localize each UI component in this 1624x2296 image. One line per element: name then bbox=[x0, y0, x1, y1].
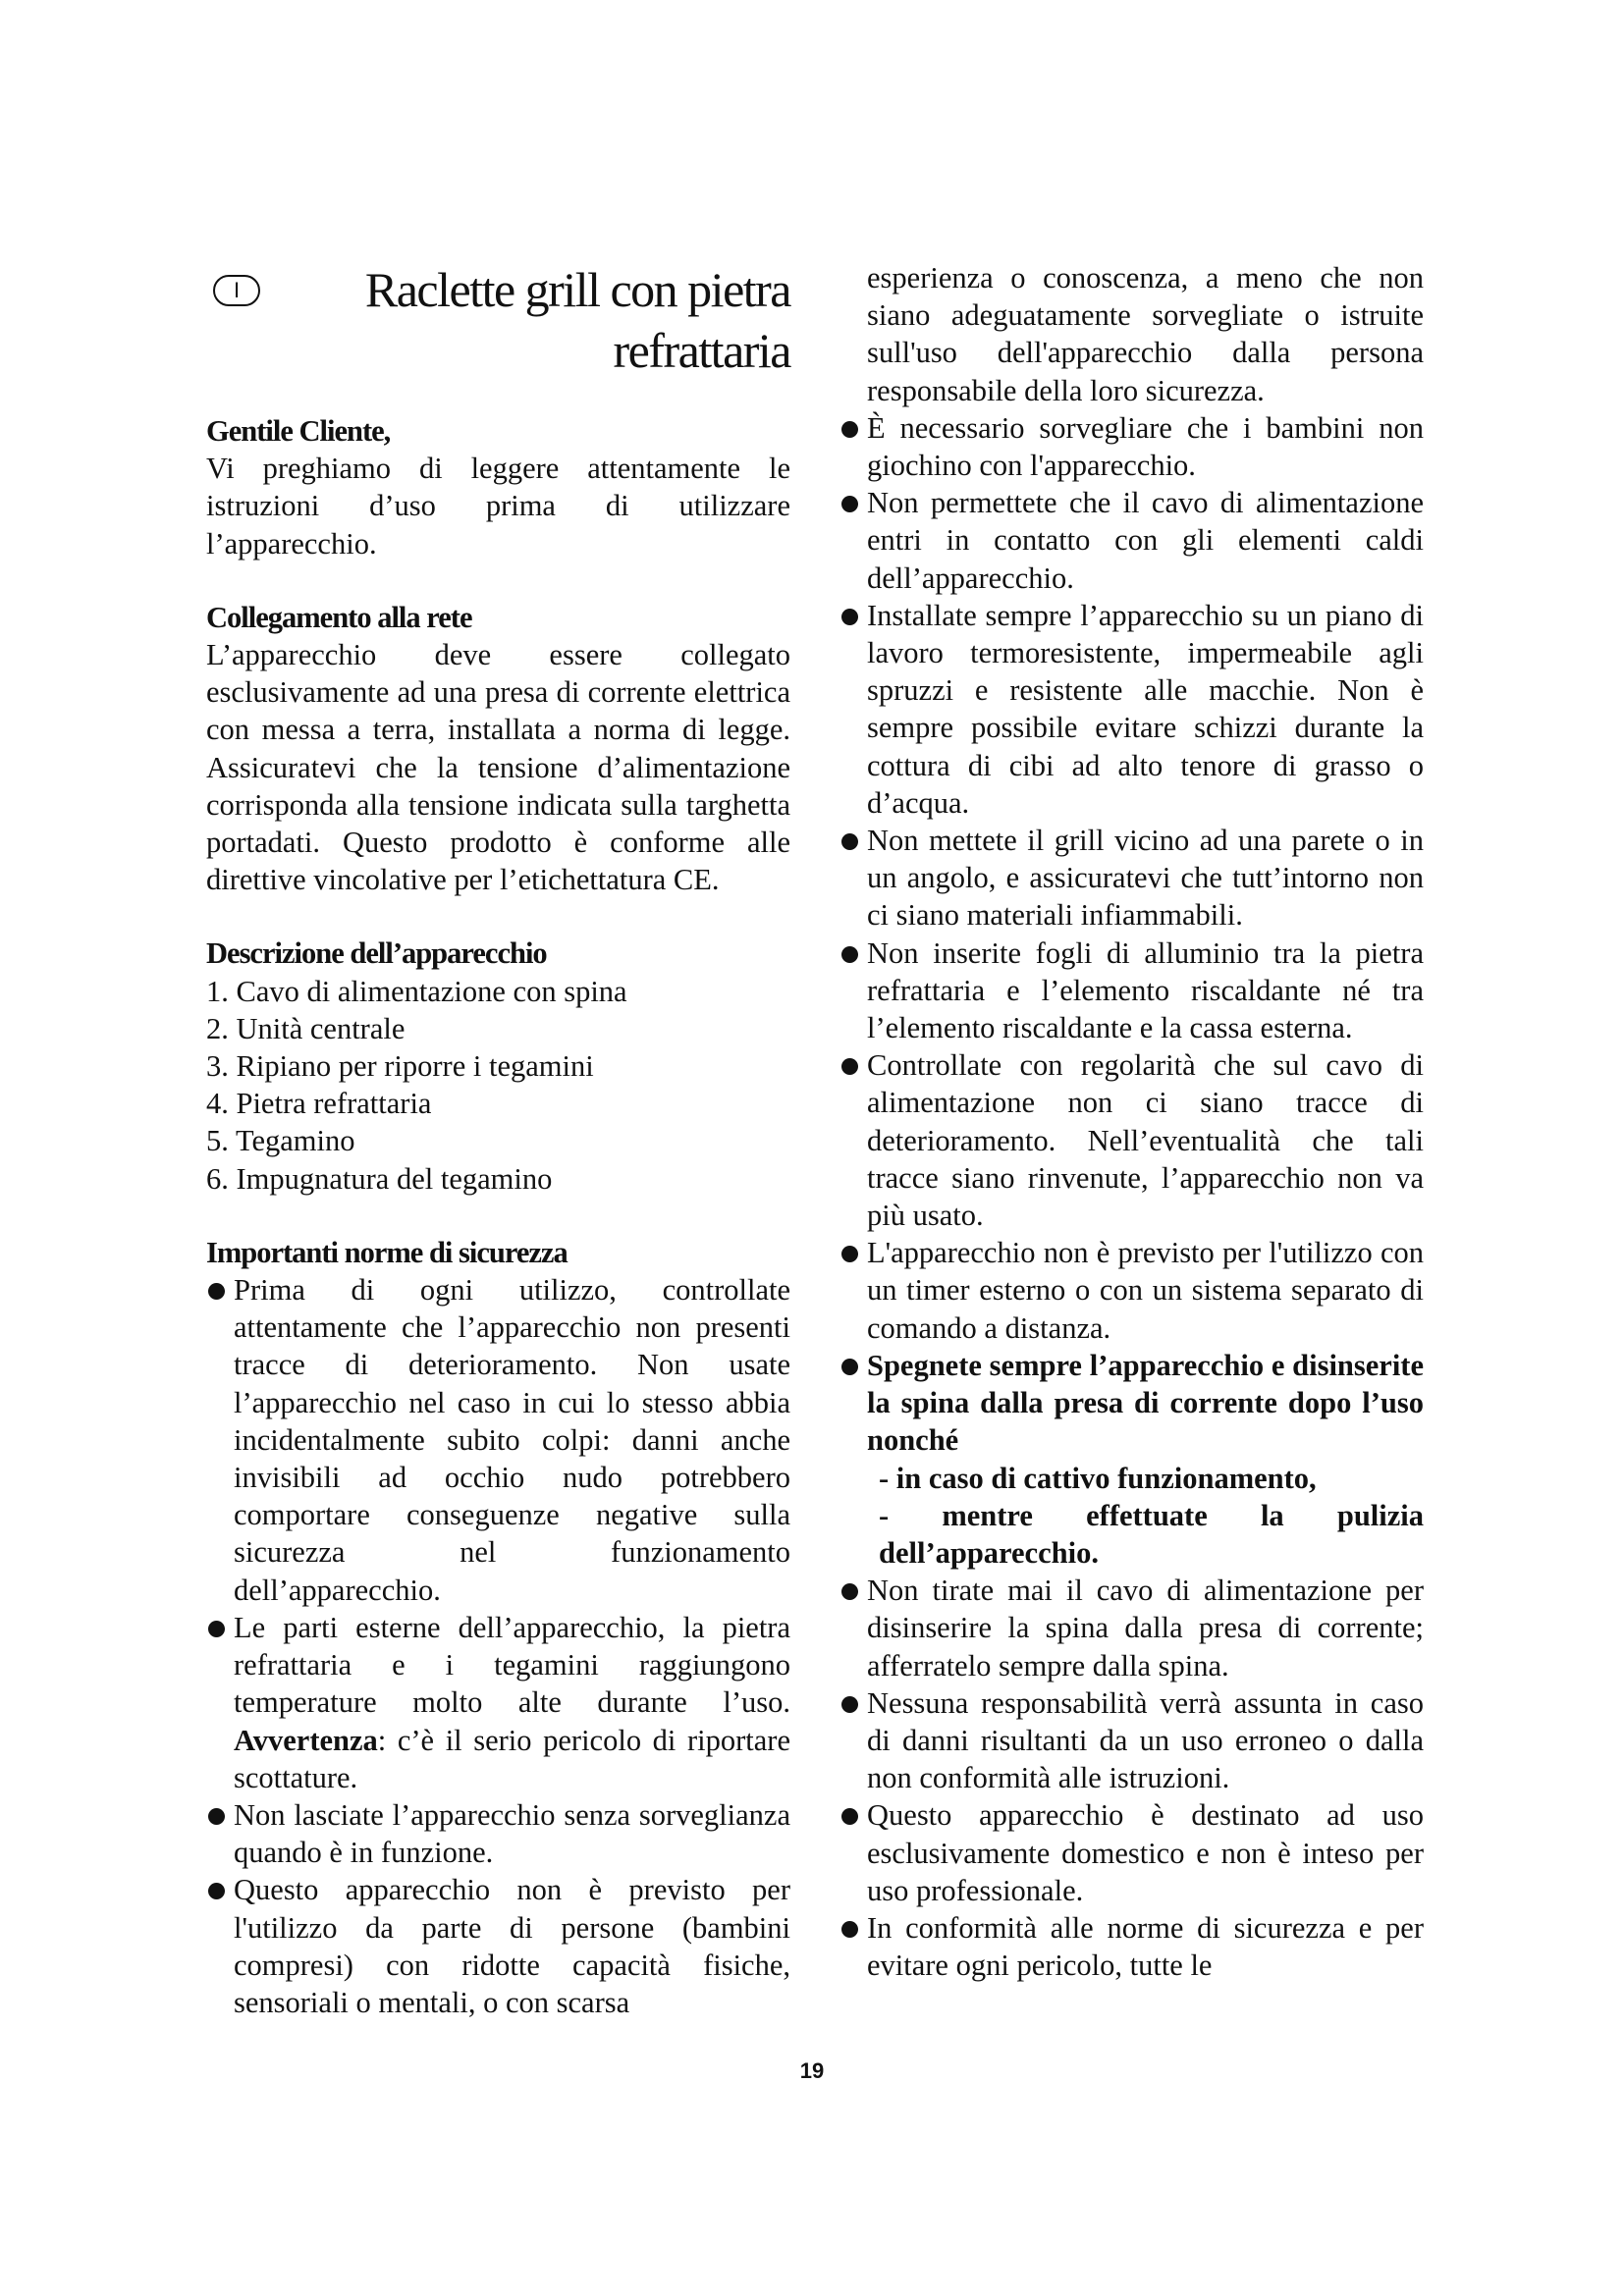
safety-bullet-warning: Le parti esterne dell’apparecchio, la pietra refrattaria e i tegamini raggiungono temperature molto alte durante l’uso. Avvertenza: c’è il serio pericolo di riportare scottature. bbox=[206, 1609, 790, 1796]
bullet-dot-icon bbox=[841, 1808, 858, 1825]
bullet-dot-icon bbox=[841, 946, 858, 963]
safety-bullet: L'apparecchio non è previsto per l'utilizzo con un timer esterno o con un sistema separato di comando a distanza. bbox=[839, 1234, 1424, 1347]
bullet-dot-icon bbox=[841, 1696, 858, 1713]
bullet-dot-icon bbox=[208, 1808, 225, 1825]
greeting-heading: Gentile Cliente, bbox=[206, 414, 391, 448]
page-title bbox=[206, 259, 790, 381]
bullet-dot-icon bbox=[841, 1359, 858, 1375]
bullet-dot-icon bbox=[841, 421, 858, 438]
bullet-dot-icon bbox=[841, 1921, 858, 1938]
connection-heading: Collegamento alla rete bbox=[206, 600, 472, 634]
bullet-dot-icon bbox=[208, 1883, 225, 1899]
safety-list-right bbox=[839, 259, 1424, 1984]
parts-list-item: 3. Ripiano per riporre i tegamini bbox=[206, 1049, 594, 1084]
safety-bullet: Controllate con regolarità che sul cavo di alimentazione non ci siano tracce di deterioramento. Nell’eventualità che tali tracce siano rinvenute, l’apparecchio non va più usato. bbox=[839, 1046, 1424, 1234]
connection-text: L’apparecchio deve essere collegato esclusivamente ad una presa di corrente elettrica con messa a terra, installata a norma di legge. Assicuratevi che la tensione d’alimentazione corrisponda alla tensione indicata sulla targhetta portadati. Questo prodotto è conforme alle direttive vincolative per l’etichettatura CE. bbox=[206, 638, 790, 897]
page-number: 19 bbox=[799, 2058, 825, 2083]
connection-section bbox=[206, 599, 790, 899]
parts-list-item: 5. Tegamino bbox=[206, 1124, 355, 1158]
safety-bullet: Installate sempre l’apparecchio su un piano di lavoro termoresistente, impermeabile agli spruzzi e resistente alle macchie. Non è sempre possibile evitare schizzi durante la cottura di cibi ad alto tenore di grasso o d’acqua. bbox=[839, 597, 1424, 822]
page-title-line-1: Raclette grill con pietra bbox=[364, 262, 790, 317]
bullet-dot-icon bbox=[208, 1621, 225, 1637]
safety-section bbox=[206, 1234, 790, 2021]
safety-bullet: Nessuna responsabilità verrà assunta in caso di danni risultanti da un uso erroneo o dalla non conformità alle istruzioni. bbox=[839, 1684, 1424, 1797]
safety-bullet: È necessario sorvegliare che i bambini non giochino con l'apparecchio. bbox=[839, 409, 1424, 484]
safety-bullet-bold: Spegnete sempre l’apparecchio e disinserite la spina dalla presa di corrente dopo l’uso nonché - in caso di cattivo funzionamento, - mentre effettuate la pulizia dell’apparecchio. bbox=[839, 1347, 1424, 1572]
parts-list-item: 6. Impugnatura del tegamino bbox=[206, 1161, 553, 1196]
bullet-dot-icon bbox=[841, 609, 858, 625]
language-badge: I bbox=[213, 275, 260, 306]
safety-list-left bbox=[206, 1271, 790, 2021]
bullet-dot-icon bbox=[208, 1283, 225, 1300]
bullet-dot-icon bbox=[841, 1246, 858, 1262]
safety-bullet: Questo apparecchio non è previsto per l'utilizzo da parte di persone (bambini compresi) con ridotte capacità fisiche, sensoriali o mentali, o con scarsa bbox=[206, 1871, 790, 2021]
safety-bullet: Non mettete il grill vicino ad una parete o in un angolo, e assicuratevi che tutt’intorno non ci siano materiali infiammabili. bbox=[839, 822, 1424, 934]
safety-bullet: Prima di ogni utilizzo, controllate attentamente che l’apparecchio non presenti tracce di deterioramento. Non usate l’apparecchio nel caso in cui lo stesso abbia incidentalmente subito colpi: danni anche invisibili ad occhio nudo potrebbero comportare conseguenze negative sulla sicurezza nel funzionamento dell’apparecchio. bbox=[206, 1271, 790, 1609]
safety-bullet: Non permettete che il cavo di alimentazione entri in contatto con gli elementi caldi dell’apparecchio. bbox=[839, 484, 1424, 597]
sub-item: - mentre effettuate la pulizia dell’apparecchio. bbox=[879, 1498, 1424, 1570]
safety-bullet: Non tirate mai il cavo di alimentazione per disinserire la spina dalla presa di corrente; afferratelo sempre dalla spina. bbox=[839, 1572, 1424, 1684]
greeting-section bbox=[206, 412, 790, 562]
title-block bbox=[206, 259, 790, 381]
parts-list bbox=[206, 973, 790, 1198]
bullet-dot-icon bbox=[841, 833, 858, 850]
page-title-line-2: refrattaria bbox=[613, 323, 790, 378]
parts-list-item: 1. Cavo di alimentazione con spina bbox=[206, 974, 627, 1008]
bullet-dot-icon bbox=[841, 1058, 858, 1075]
parts-list-item: 2. Unità centrale bbox=[206, 1011, 406, 1045]
warning-label: Avvertenza bbox=[234, 1723, 378, 1757]
safety-heading: Importanti norme di sicurezza bbox=[206, 1235, 568, 1269]
safety-bullet-continuation: esperienza o conoscenza, a meno che non siano adeguatamente sorvegliate o istruite sull'uso dell'apparecchio dalla persona responsabile della loro sicurezza. bbox=[867, 261, 1424, 407]
description-section bbox=[206, 934, 790, 1197]
safety-bullet: In conformità alle norme di sicurezza e per evitare ogni pericolo, tutte le bbox=[839, 1909, 1424, 1984]
safety-bullet: Non inserite fogli di alluminio tra la pietra refrattaria e l’elemento riscaldante né tra l’elemento riscaldante e la cassa esterna. bbox=[839, 934, 1424, 1047]
greeting-text: Vi preghiamo di leggere attentamente le istruzioni d’uso prima di utilizzare l’apparecchio. bbox=[206, 452, 790, 561]
parts-list-item: 4. Pietra refrattaria bbox=[206, 1087, 432, 1121]
description-heading: Descrizione dell’apparecchio bbox=[206, 936, 547, 971]
safety-bullet: Questo apparecchio è destinato ad uso esclusivamente domestico e non è inteso per uso professionale. bbox=[839, 1796, 1424, 1909]
bullet-dot-icon bbox=[841, 1583, 858, 1600]
safety-bullet: Non lasciate l’apparecchio senza sorveglianza quando è in funzione. bbox=[206, 1796, 790, 1871]
sub-item: - in caso di cattivo funzionamento, bbox=[879, 1461, 1317, 1495]
bullet-dot-icon bbox=[841, 496, 858, 512]
left-column bbox=[206, 259, 790, 2021]
right-column bbox=[839, 259, 1424, 1984]
